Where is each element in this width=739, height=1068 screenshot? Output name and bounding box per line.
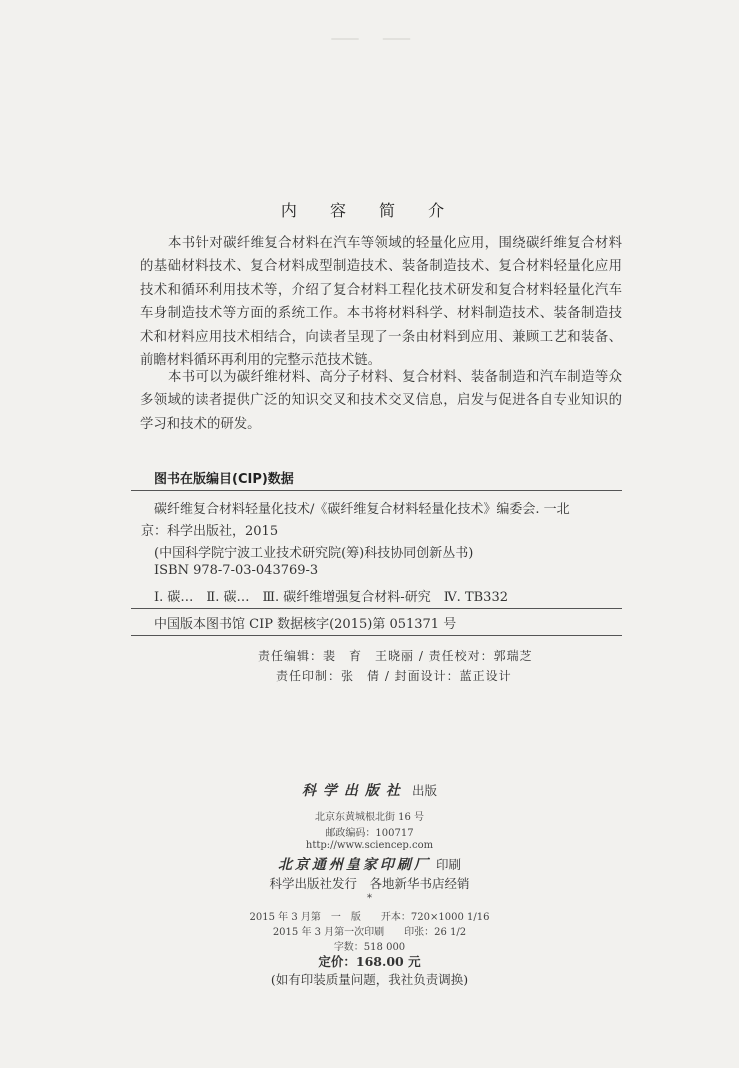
cip-isbn-line: ISBN 978-7-03-043769-3	[154, 563, 319, 578]
publisher-line	[0, 780, 739, 800]
printer-name: 北京通州皇家印刷厂	[277, 857, 431, 873]
cip-publisher-line: 京：科学出版社，2015	[141, 524, 279, 539]
publish-word: 出版	[412, 783, 438, 798]
editor-credits-line: 责任编辑：裴 育 王晓丽 / 责任校对：郭瑞芝	[258, 649, 533, 663]
print-word: 印刷	[436, 857, 462, 872]
show-through-ghost-text: — —	[330, 20, 418, 55]
publisher-postcode: 邮政编码：100717	[325, 828, 414, 839]
cip-middle-rule	[131, 608, 622, 609]
cip-title-line: 碳纤维复合材料轻量化技术/《碳纤维复合材料轻量化技术》编委会. 一北	[154, 502, 570, 517]
cip-heading: 图书在版编目(CIP)数据	[154, 472, 294, 487]
summary-paragraph-1: 本书针对碳纤维复合材料在汽车等领域的轻量化应用，围绕碳纤维复合材料的基础材料技术、复合材料成型制造技术、装备制造技术、复合材料轻量化应用技术和循环利用技术等，介绍了复合材料工程化技术研发和复合材料轻量化汽车车身制造技术等方面的系统工作。本书将材料科学、材料制造技术、装备制造技术和材料应用技术相结合，向读者呈现了一条由材料到应用、兼顾工艺和装备、前瞻材料循环再利用的完整示范技术链。	[140, 236, 622, 369]
printing-line: 2015 年 3 月第一次印刷 印张：26 1/2	[272, 927, 467, 938]
edition-line: 2015 年 3 月第 一 版 开本：720×1000 1/16	[249, 912, 490, 923]
production-credits-line: 责任印制：张 倩 / 封面设计：蓝正设计	[276, 669, 512, 683]
summary-paragraph-2: 本书可以为碳纤维材料、高分子材料、复合材料、装备制造和汽车制造等众多领域的读者提供广泛的知识交叉和技术交叉信息，启发与促进各自专业知识的学习和技术的研发。	[140, 370, 622, 432]
price: 定价：168.00 元	[318, 954, 421, 969]
summary-title: 内 容 简 介	[280, 201, 459, 220]
cip-record-number-line: 中国版本图书馆 CIP 数据核字(2015)第 051371 号	[154, 617, 457, 632]
printer-line	[0, 854, 739, 874]
publisher-logo: 科学出版社	[301, 783, 407, 799]
publisher-address: 北京东黄城根北街 16 号	[314, 812, 425, 823]
cip-classification-line: Ⅰ. 碳… Ⅱ. 碳… Ⅲ. 碳纤维增强复合材料-研究 Ⅳ. TB332	[154, 590, 508, 605]
cip-bottom-rule	[131, 635, 622, 636]
publisher-website: http://www.sciencep.com	[305, 840, 434, 851]
word-count: 字数：518 000	[333, 942, 406, 953]
quality-notice: (如有印装质量问题，我社负责调换)	[270, 972, 469, 987]
separator-star: *	[367, 893, 372, 904]
distribution-line: 科学出版社发行 各地新华书店经销	[269, 876, 470, 891]
cip-top-rule	[131, 490, 622, 491]
cip-series-line: (中国科学院宁波工业技术研究院(筹)科技协同创新丛书)	[154, 546, 474, 561]
